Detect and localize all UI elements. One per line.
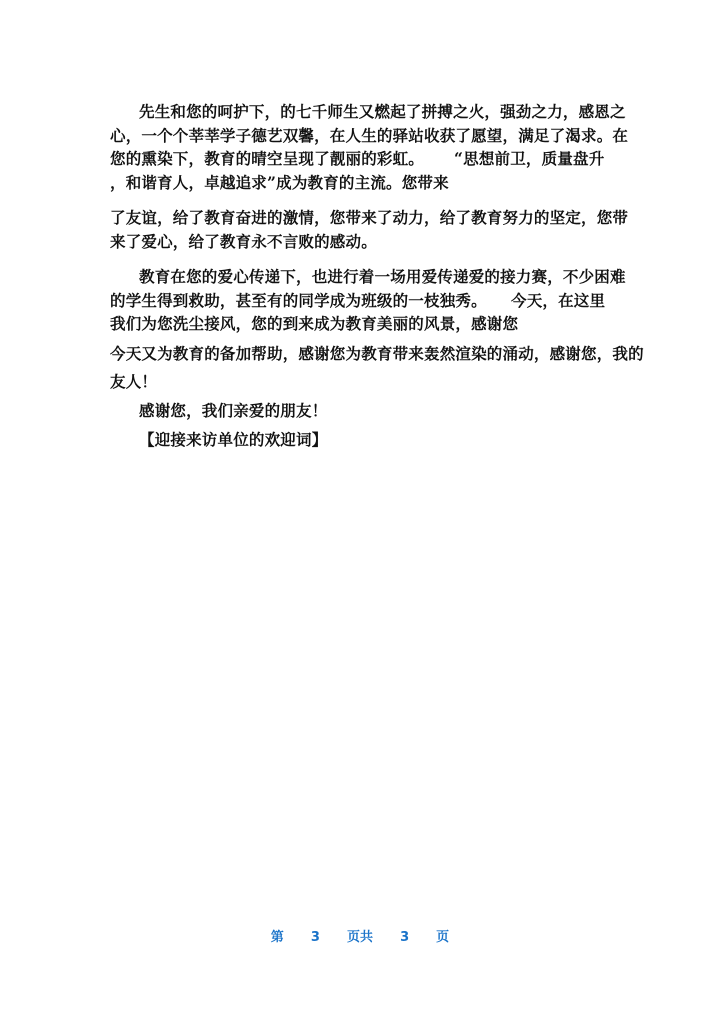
body-line-7: 教育在您的爱心传递下，也进行着一场用爱传递爱的接力赛，不少困难 (139, 267, 626, 286)
document-title: 【迎接来访单位的欢迎词】 (139, 430, 328, 449)
body-line-8-today: 今天，在这里 (511, 291, 606, 310)
footer-total-label: 页共 (346, 930, 373, 945)
body-line-1: 先生和您的呵护下，的七千师生又燃起了拼搏之火，强劲之力，感恩之 (139, 102, 626, 121)
body-line-3-quote: “思想前卫，质量盘升 (454, 149, 605, 168)
body-line-6: 来了爱心，给了教育永不言败的感动。 (110, 232, 377, 251)
body-line-11: 友人！ (110, 372, 158, 391)
body-line-5: 了友谊，给了教育奋进的激情，您带来了动力，给了教育努力的坚定，您带 (110, 208, 629, 227)
body-line-9: 我们为您洗尘接风，您的到来成为教育美丽的风景，感谢您 (110, 314, 519, 333)
footer-page-suffix: 页 (436, 930, 450, 945)
body-line-2: 心，一个个莘莘学子德艺双馨，在人生的驿站收获了愿望，满足了渴求。在 (110, 126, 629, 145)
footer-page-label: 第 (270, 930, 284, 945)
closing-line: 感谢您，我们亲爱的朋友！ (139, 401, 328, 420)
body-line-8: 的学生得到救助，甚至有的同学成为班级的一枝独秀。 (110, 291, 487, 310)
body-line-4: ，和谐育人，卓越追求”成为教育的主流。您带来 (110, 173, 449, 192)
footer-current-page: 3 (310, 930, 320, 945)
footer-total-pages: 3 (400, 930, 410, 945)
body-line-10: 今天又为教育的备加帮助，感谢您为教育带来轰然渲染的涌动，感谢您，我的 (110, 344, 644, 363)
page-footer (0, 926, 720, 945)
body-line-3: 您的熏染下，教育的晴空呈现了靓丽的彩虹。 (110, 149, 425, 168)
